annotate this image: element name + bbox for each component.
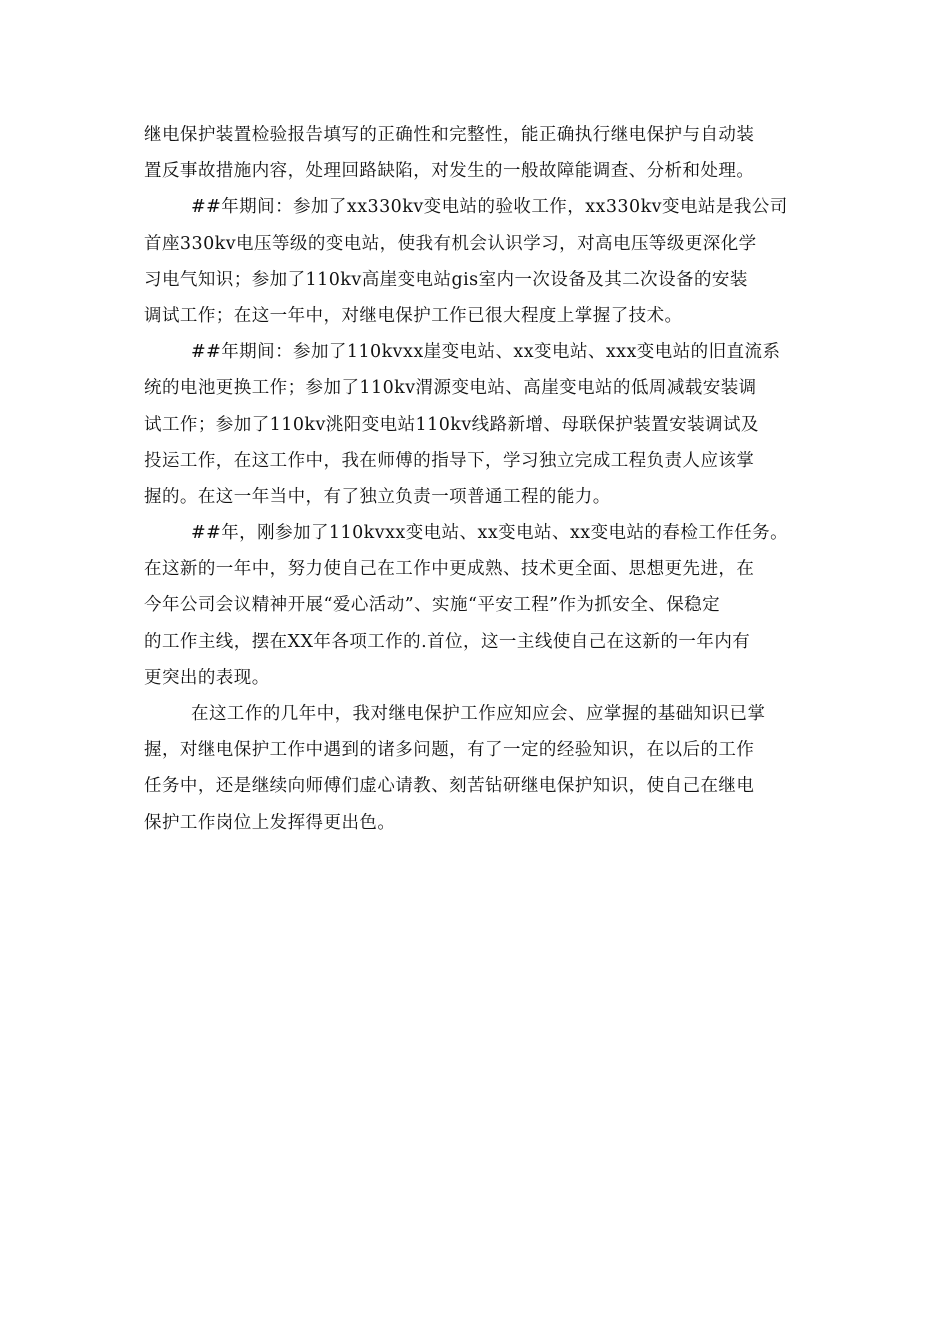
paragraph-1 — [144, 117, 808, 189]
paragraph-4 — [144, 515, 808, 696]
paragraph-line: 任务中，还是继续向师傅们虚心请教、刻苦钻研继电保护知识，使自己在继电 — [144, 776, 755, 797]
paragraph-line: 置反事故措施内容，处理回路缺陷，对发生的一般故障能调查、分析和处理。 — [144, 161, 755, 182]
paragraph-line: 保护工作岗位上发挥得更出色。 — [144, 812, 396, 833]
document-body — [144, 117, 808, 841]
paragraph-line: 在这工作的几年中，我对继电保护工作应知应会、应掌握的基础知识已掌 — [191, 704, 766, 724]
paragraph-line: ##年期间：参加了110kvxx崖变电站、xx变电站、xxx变电站的旧直流系 — [191, 342, 781, 363]
paragraph-line: 的工作主线，摆在XX年各项工作的.首位，这一主线使自己在这新的一年内有 — [144, 631, 751, 652]
paragraph-line: 首座330kv电压等级的变电站，使我有机会认识学习，对高电压等级更深化学 — [144, 233, 757, 254]
paragraph-line: 更突出的表现。 — [144, 667, 270, 688]
paragraph-line: 握，对继电保护工作中遇到的诸多问题，有了一定的经验知识，在以后的工作 — [144, 740, 755, 761]
paragraph-3 — [144, 334, 808, 515]
paragraph-5 — [144, 696, 808, 841]
paragraph-line: 今年公司会议精神开展“爱心活动”、实施“平安工程”作为抓安全、保稳定 — [144, 595, 721, 616]
paragraph-line: ##年期间：参加了xx330kv变电站的验收工作，xx330kv变电站是我公司 — [191, 197, 788, 218]
paragraph-line: 习电气知识；参加了110kv高崖变电站gis室内一次设备及其二次设备的安装 — [144, 269, 748, 290]
paragraph-line: 在这新的一年中，努力使自己在工作中更成熟、技术更全面、思想更先进，在 — [144, 559, 755, 580]
paragraph-line: 调试工作；在这一年中，对继电保护工作已很大程度上掌握了技术。 — [144, 305, 683, 326]
paragraph-line: 握的。在这一年当中，有了独立负责一项普通工程的能力。 — [144, 486, 611, 507]
paragraph-line: 试工作；参加了110kv洮阳变电站110kv线路新增、母联保护装置安装调试及 — [144, 414, 759, 435]
paragraph-2 — [144, 189, 808, 334]
paragraph-line: ##年，刚参加了110kvxx变电站、xx变电站、xx变电站的春检工作任务。 — [191, 523, 789, 544]
paragraph-line: 继电保护装置检验报告填写的正确性和完整性，能正确执行继电保护与自动装 — [144, 125, 755, 145]
paragraph-line: 统的电池更换工作；参加了110kv渭源变电站、高崖变电站的低周减载安装调 — [144, 378, 757, 399]
paragraph-line: 投运工作，在这工作中，我在师傅的指导下，学习独立完成工程负责人应该掌 — [144, 450, 755, 471]
